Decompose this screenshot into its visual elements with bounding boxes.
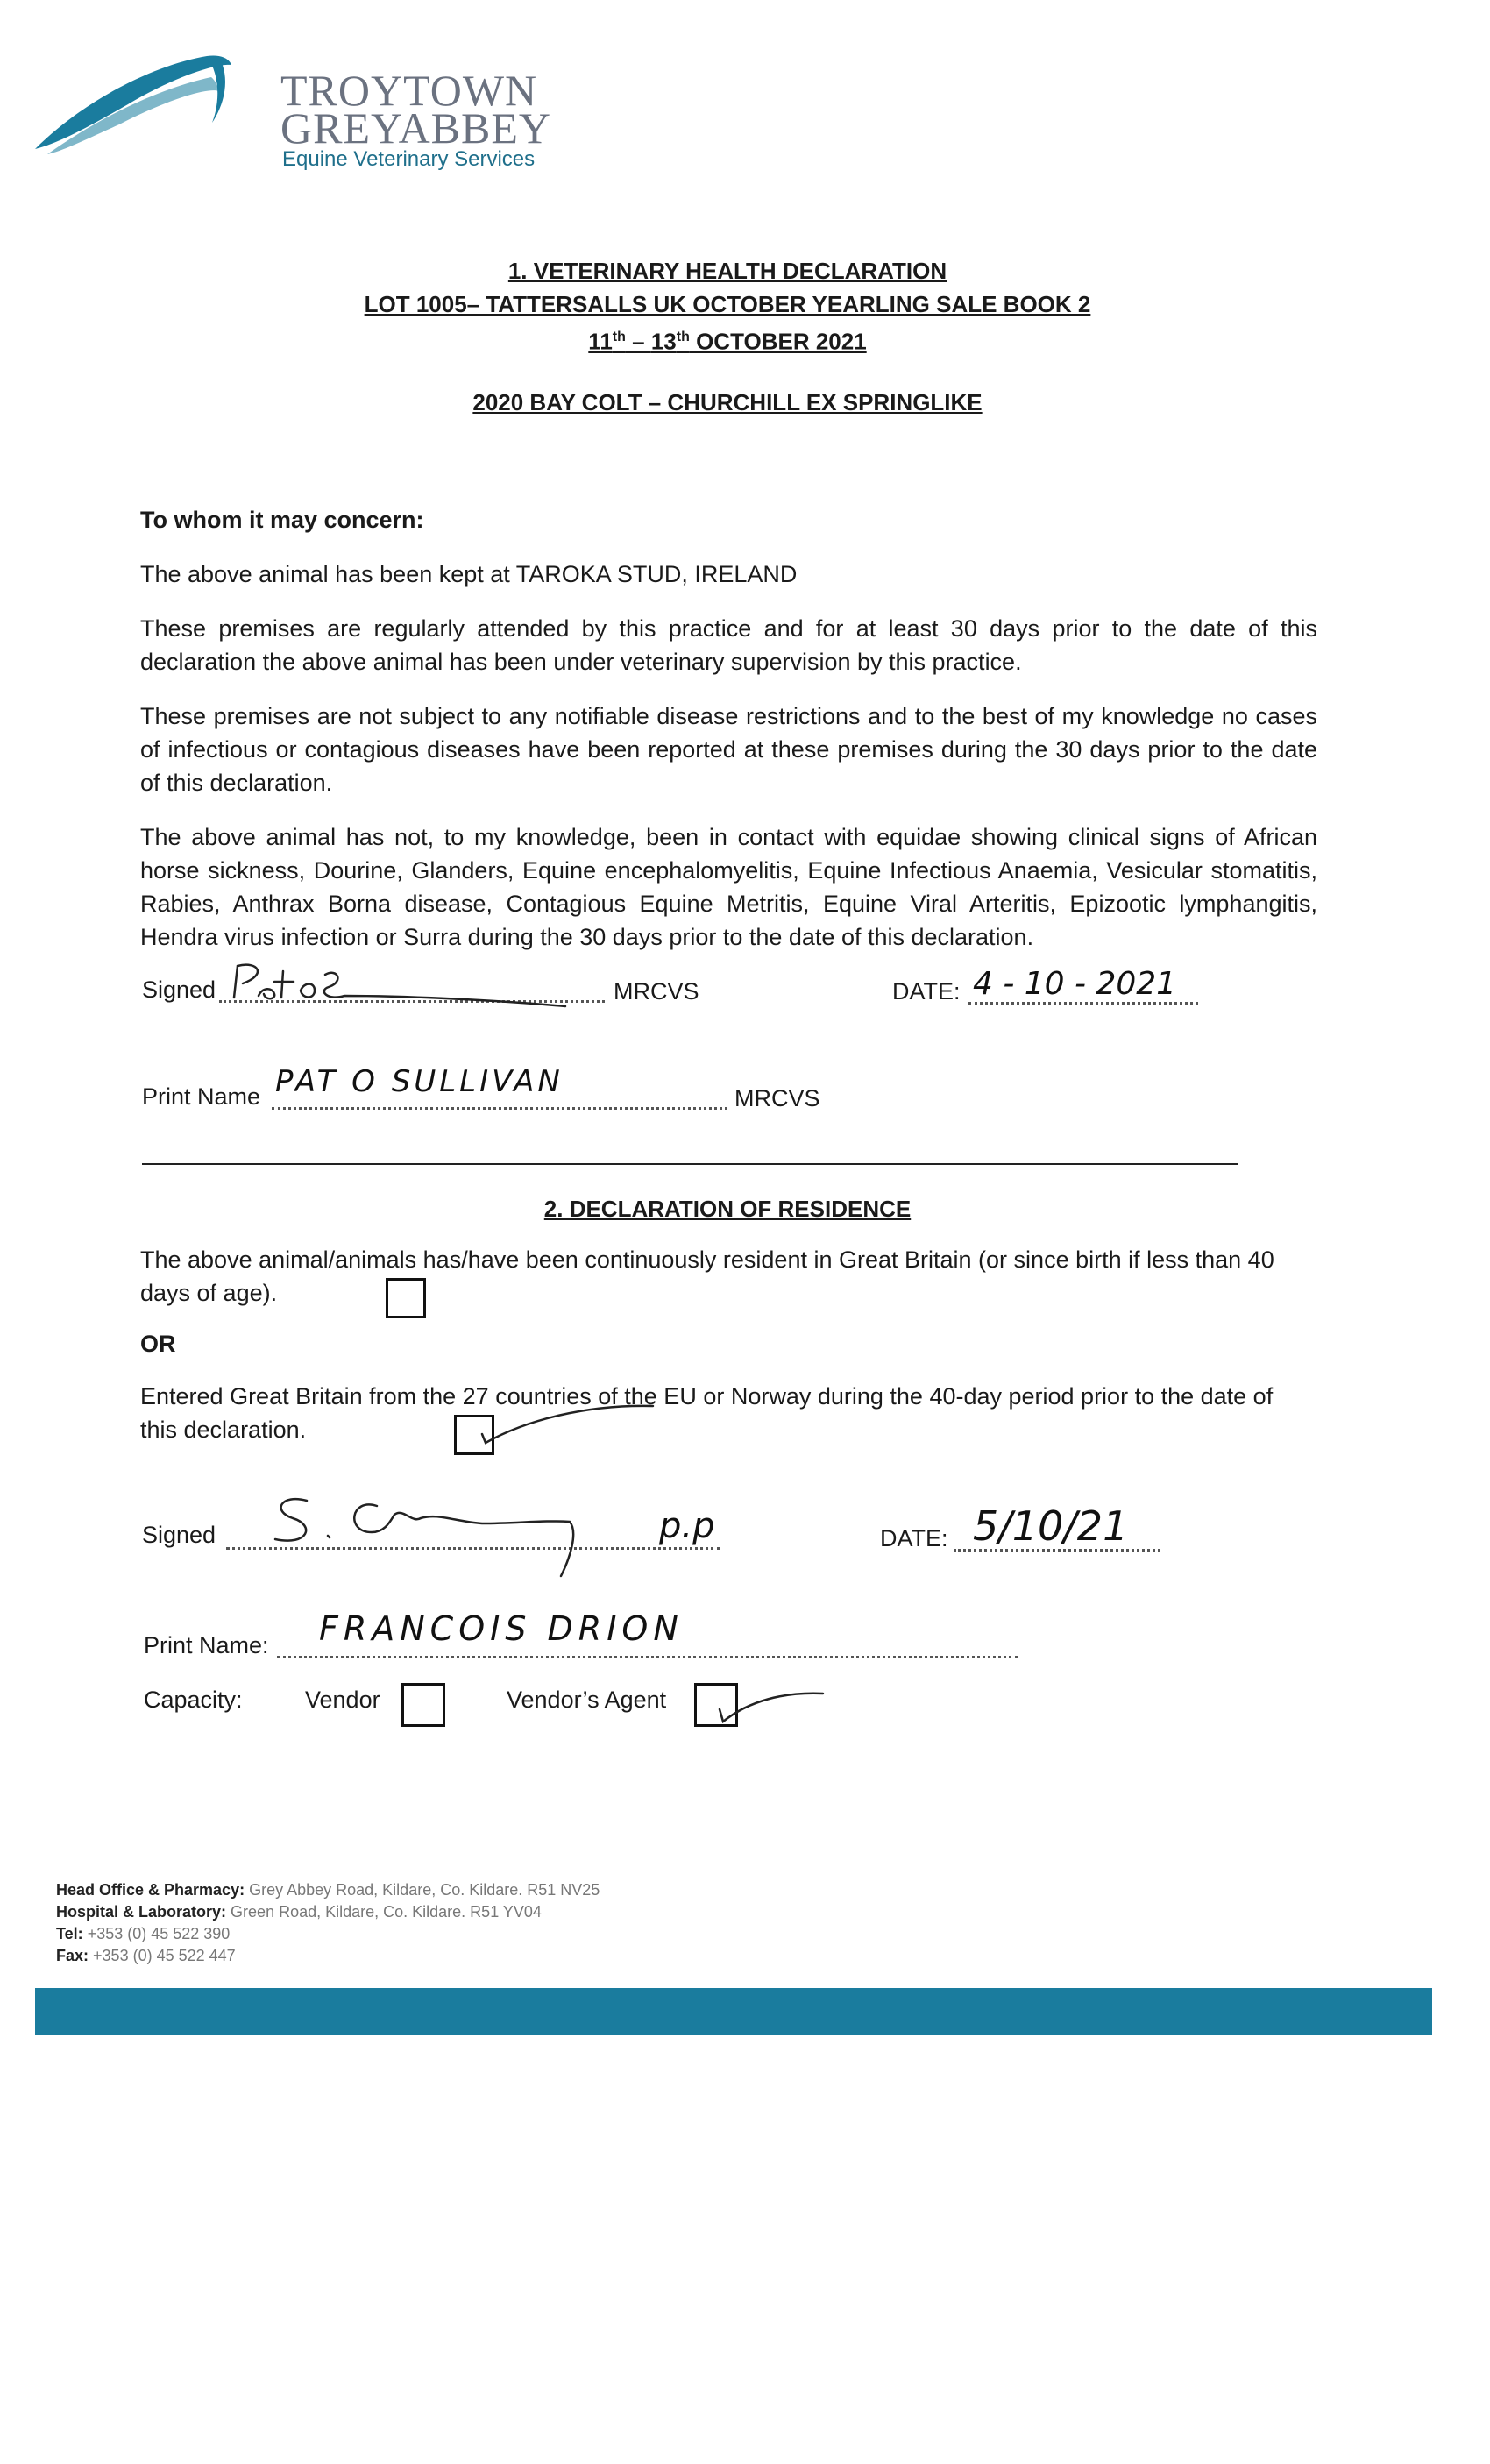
premises-paragraph: The above animal has been kept at TAROKA STUD, IRELAND (140, 561, 798, 587)
or-label: OR (140, 1331, 176, 1357)
vet-signed-mrcvs: MRCVS (614, 978, 699, 1005)
declarant-date-label: DATE: (880, 1525, 948, 1552)
company-name-line1: TROYTOWN (280, 66, 538, 115)
residence-option1-checkbox[interactable] (386, 1278, 426, 1318)
vet-print-name-mrcvs: MRCVS (734, 1085, 820, 1111)
declarant-signed-pp: p.p (659, 1506, 715, 1546)
vendor-agent-label: Vendor’s Agent (507, 1686, 667, 1713)
footer-fax: Fax: +353 (0) 45 522 447 (56, 1947, 236, 1964)
footer-color-bar (35, 1988, 1432, 2035)
horse-description: 2020 BAY COLT – CHURCHILL EX SPRINGLIKE (472, 389, 983, 415)
vendor-checkbox[interactable] (401, 1683, 445, 1727)
lot-line: LOT 1005– TATTERSALLS UK OCTOBER YEARLING SALE BOOK 2 (364, 291, 1091, 317)
declarant-print-name-value: FRANCOIS DRION (319, 1609, 684, 1648)
residence-option2-check-mark (456, 1394, 657, 1464)
vet-print-name-line (272, 1106, 727, 1110)
contact-paragraph: The above animal has not, to my knowledge, been in contact with equidae showing clinical signs of African horse sickness, Dourine, Glanders, Equine encephalomyelitis, Equine Infectious Anaemia, Vesicular stomatitis, Rabies, Anthrax Borna disease, Contagious Equine Metritis, Equine Viral Arteritis, Epizootic lymphangitis, Hendra virus infection or Surra during the 30 days prior to the date of this declaration. (140, 824, 1317, 950)
vet-signed-label: Signed (142, 976, 216, 1003)
vet-print-name-label: Print Name (142, 1083, 261, 1110)
declarant-signature (263, 1488, 631, 1585)
horse-heading (0, 386, 1455, 419)
vet-date-value: 4 - 10 - 2021 (973, 966, 1177, 1002)
vet-date-label: DATE: (892, 978, 961, 1005)
footer-hospital: Hospital & Laboratory: Green Road, Kildare, Co. Kildare. R51 YV04 (56, 1903, 542, 1921)
company-logo-swoosh (32, 39, 233, 170)
section1-title: 1. VETERINARY HEALTH DECLARATION (507, 258, 947, 284)
declarant-print-name-label: Print Name: (144, 1632, 269, 1658)
section2-title: 2. DECLARATION OF RESIDENCE (543, 1196, 912, 1222)
disease-restrictions-paragraph: These premises are not subject to any notifiable disease restrictions and to the best of my knowledge no cases of infectious or contagious diseases have been reported at these premises during the 30 days prior to the date of this declaration. (140, 703, 1317, 796)
supervision-paragraph: These premises are regularly attended by this practice and for at least 30 days prior to the date of this declaration the above animal has been under veterinary supervision by this practice. (140, 615, 1317, 675)
declarant-date-value: 5/10/21 (973, 1502, 1129, 1550)
section1-heading (0, 254, 1455, 359)
declarant-print-name-line (277, 1655, 1018, 1658)
section2-heading (0, 1192, 1455, 1225)
declarant-signed-label: Signed (142, 1522, 216, 1548)
residence-option1-text: The above animal/animals has/have been continuously resident in Great Britain (or since birth if less than 40 days of age). (140, 1246, 1274, 1306)
footer-tel: Tel: +353 (0) 45 522 390 (56, 1925, 231, 1942)
company-subtitle: Equine Veterinary Services (282, 147, 536, 171)
section-divider (142, 1163, 1238, 1165)
residence-option2-text: Entered Great Britain from the 27 countries of the EU or Norway during the 40-day period prior to the date of this declaration. (140, 1383, 1274, 1443)
capacity-label: Capacity: (144, 1686, 243, 1713)
company-name-line2: GREYABBEY (280, 103, 552, 153)
vendor-label: Vendor (305, 1686, 380, 1713)
vendor-agent-check-mark (697, 1683, 828, 1736)
vet-signature (224, 955, 574, 1017)
footer-head-office: Head Office & Pharmacy: Grey Abbey Road, Kildare, Co. Kildare. R51 NV25 (56, 1881, 600, 1899)
salutation: To whom it may concern: (140, 507, 424, 533)
vet-print-name-value: PAT O SULLIVAN (275, 1064, 564, 1099)
sale-dates: 11th – 13th OCTOBER 2021 (588, 328, 867, 355)
